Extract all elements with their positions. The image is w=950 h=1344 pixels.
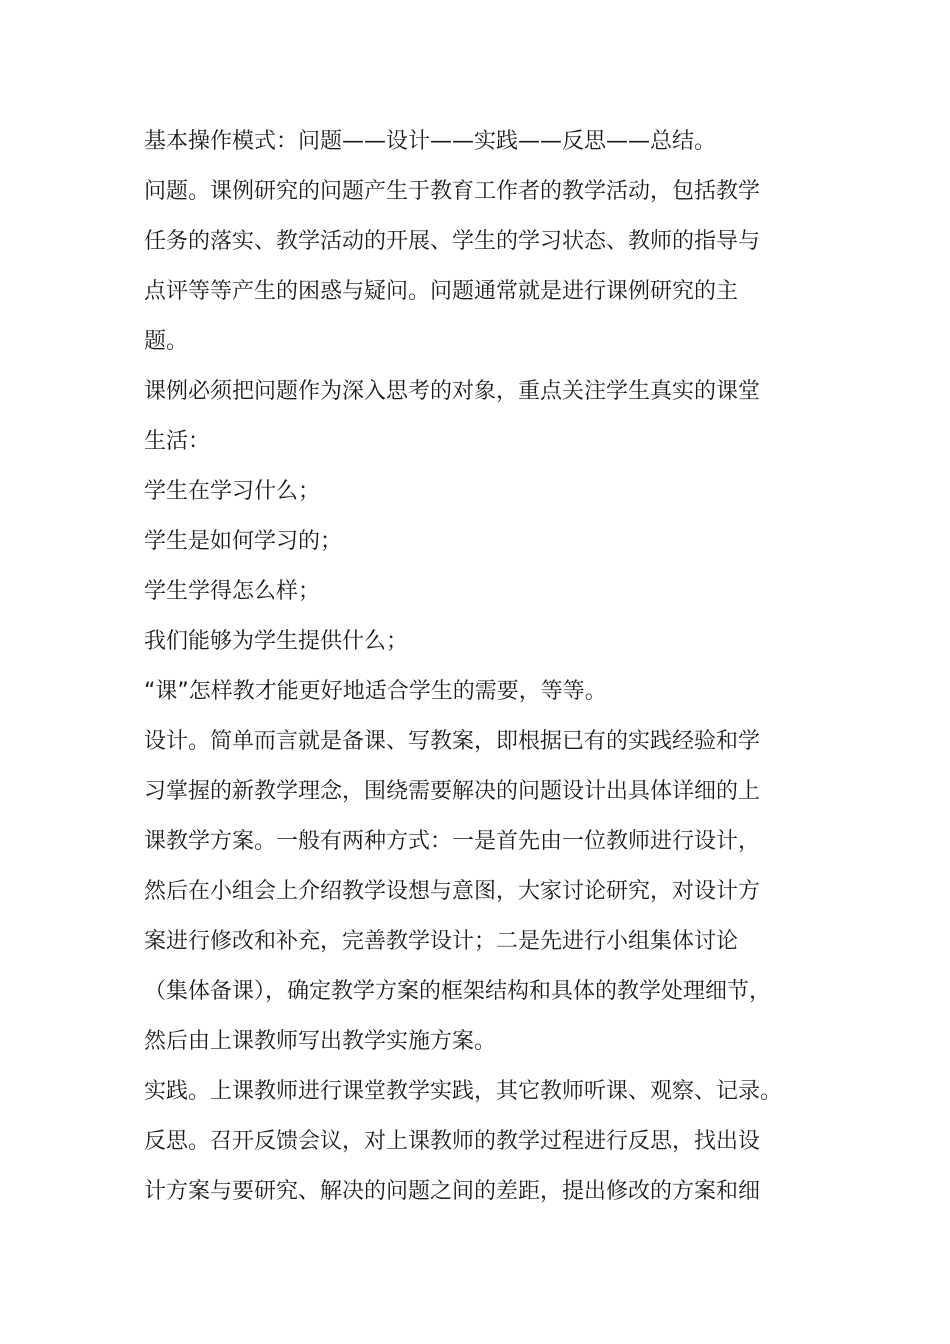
text-line: 基本操作模式：问题——设计——实践——反思——总结。 — [144, 129, 717, 154]
text-line: 点评等等产生的困惑与疑问。问题通常就是进行课例研究的主 — [144, 279, 739, 304]
text-line: 学生学得怎么样； — [144, 579, 321, 604]
text-line: 然后由上课教师写出教学实施方案。 — [144, 1029, 497, 1054]
text-line: 生活： — [144, 429, 211, 454]
document-body — [144, 117, 816, 1217]
text-line: 问题。课例研究的问题产生于教育工作者的教学活动，包括教学 — [144, 179, 761, 204]
text-line: 我们能够为学生提供什么； — [144, 629, 409, 654]
text-line: （集体备课），确定教学方案的框架结构和具体的教学处理细节， — [144, 979, 772, 1004]
text-line: “课”怎样教才能更好地适合学生的需要，等等。 — [144, 679, 607, 704]
text-line: 课例必须把问题作为深入思考的对象，重点关注学生真实的课堂 — [144, 379, 761, 404]
text-line: 题。 — [144, 329, 189, 354]
text-line: 任务的落实、教学活动的开展、学生的学习状态、教师的指导与 — [144, 229, 761, 254]
text-line: 实践。上课教师进行课堂教学实践，其它教师听课、观察、记录。 — [144, 1079, 783, 1104]
text-line: 设计。简单而言就是备课、写教案，即根据已有的实践经验和学 — [144, 729, 761, 754]
text-line: 计方案与要研究、解决的问题之间的差距，提出修改的方案和细 — [144, 1179, 761, 1204]
text-line: 学生是如何学习的； — [144, 529, 343, 554]
text-line: 然后在小组会上介绍教学设想与意图，大家讨论研究，对设计方 — [144, 879, 761, 904]
text-line: 习掌握的新教学理念，围绕需要解决的问题设计出具体详细的上 — [144, 779, 761, 804]
text-line: 学生在学习什么； — [144, 479, 321, 504]
text-line: 反思。召开反馈会议，对上课教师的教学过程进行反思，找出设 — [144, 1129, 761, 1154]
text-line: 课教学方案。一般有两种方式：一是首先由一位教师进行设计， — [144, 829, 761, 854]
text-line: 案进行修改和补充，完善教学设计；二是先进行小组集体讨论 — [144, 929, 739, 954]
